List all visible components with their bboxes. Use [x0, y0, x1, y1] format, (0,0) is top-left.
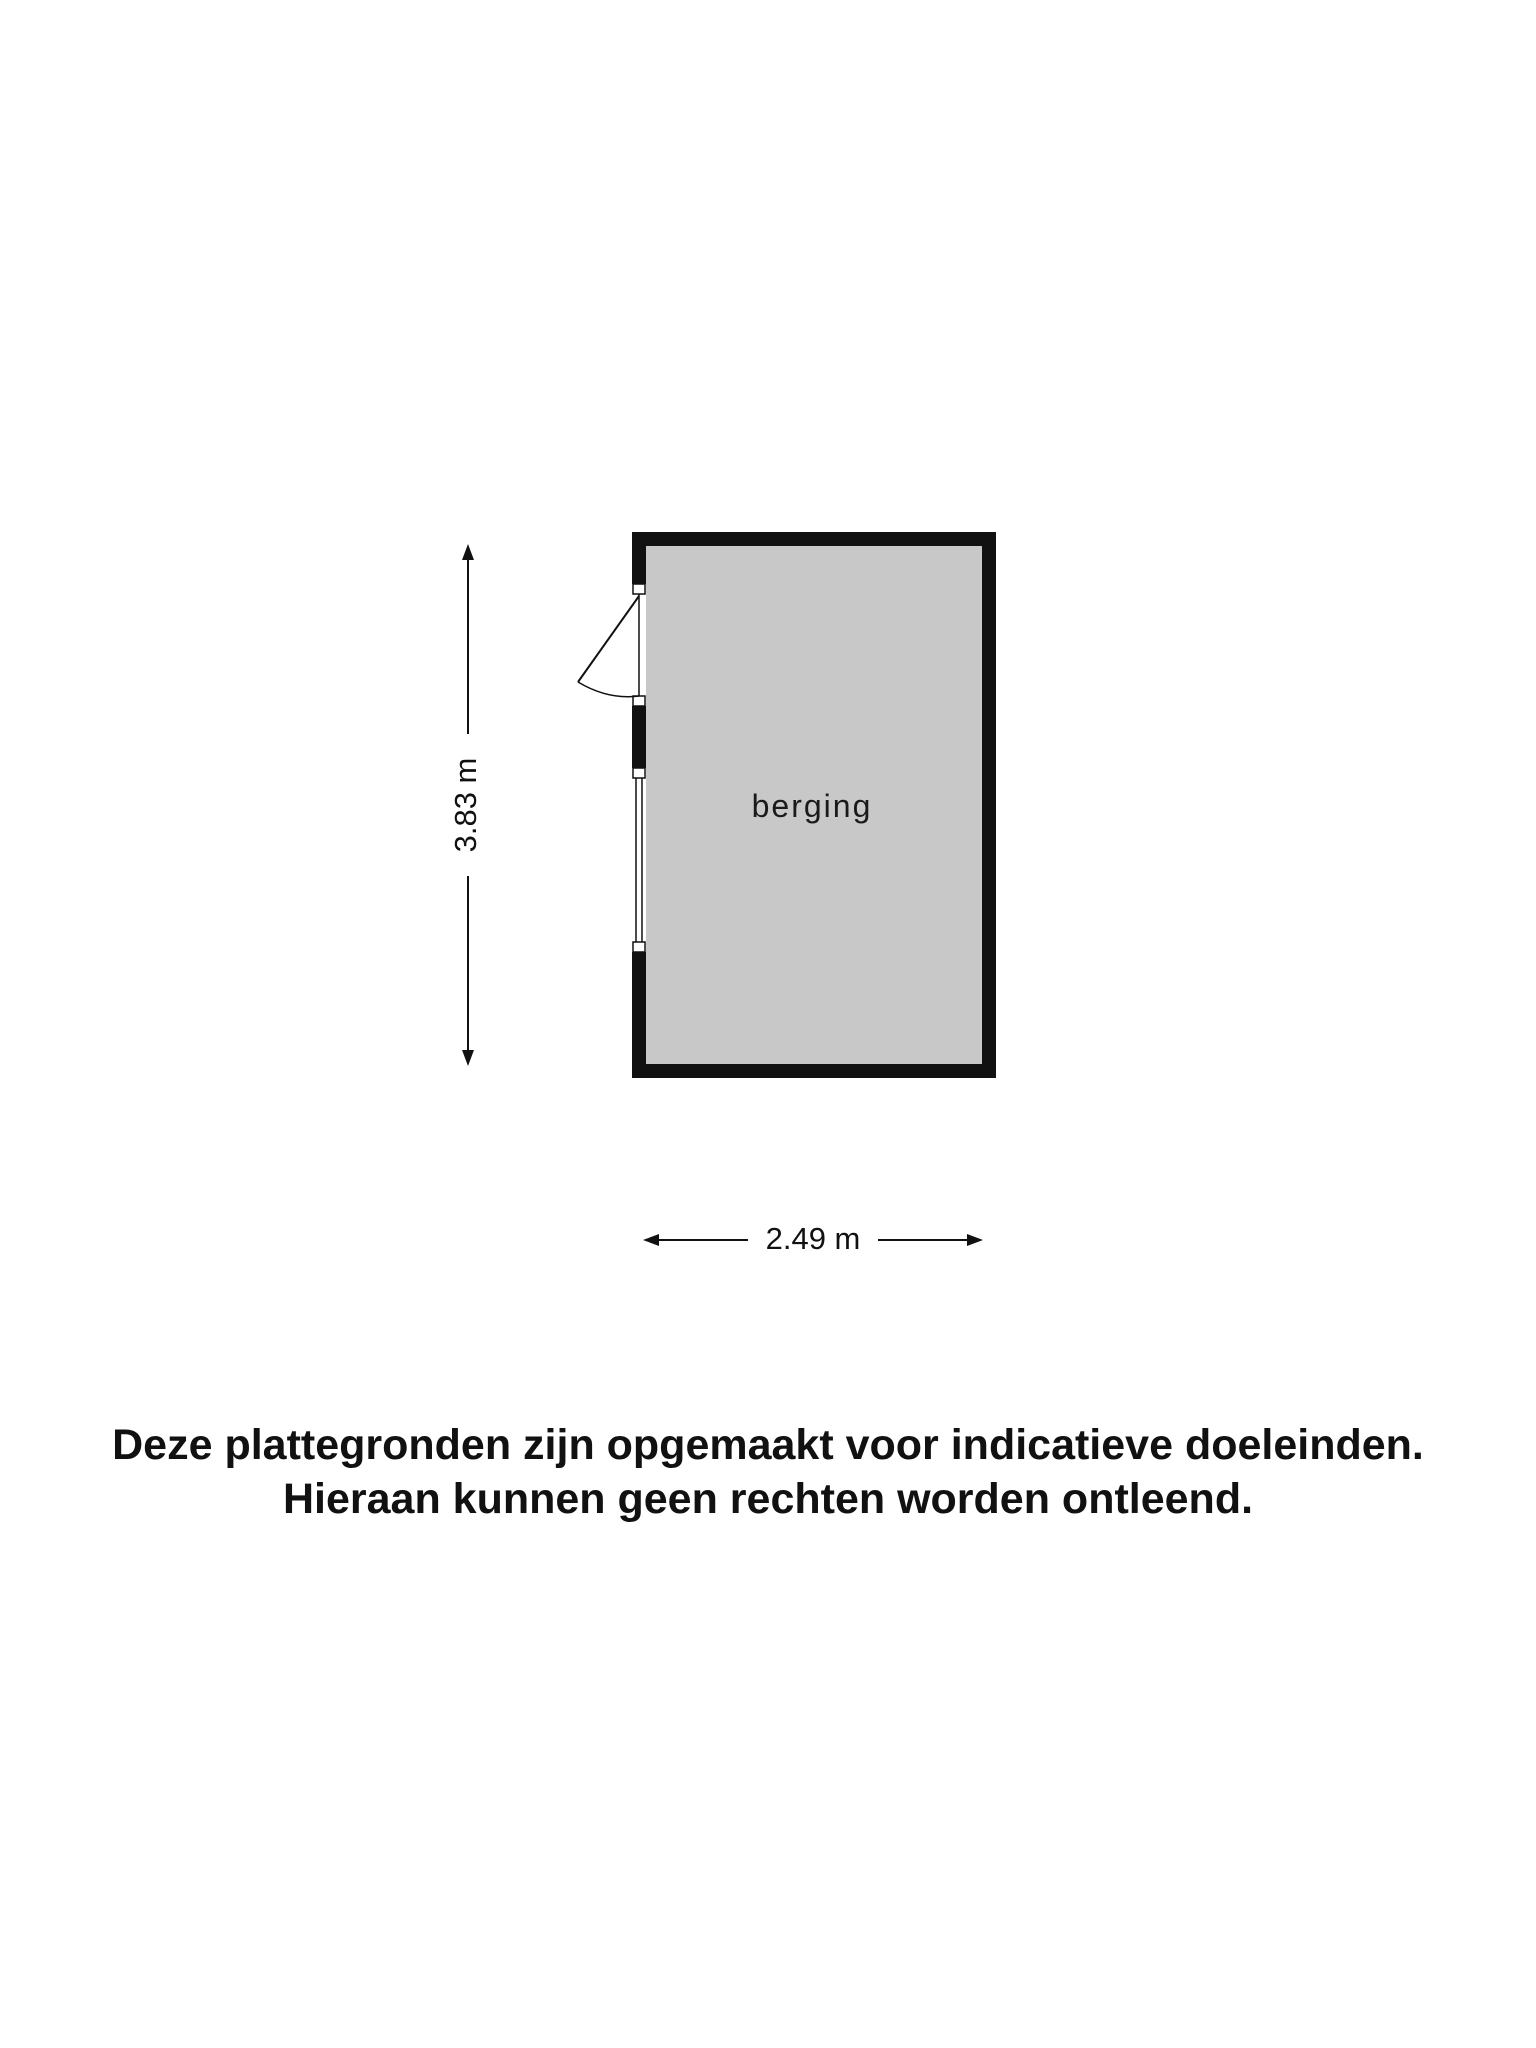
window-jamb-bottom	[633, 942, 645, 952]
width-dimension-label: 2.49 m	[765, 1221, 861, 1257]
door-jamb-bottom	[633, 696, 645, 706]
width-arrow-left	[643, 1234, 659, 1246]
window-jamb-top	[633, 768, 645, 778]
door-swing-arc	[578, 682, 639, 697]
width-dimension	[643, 1221, 983, 1256]
door-leaf	[578, 596, 639, 682]
window-opening	[632, 768, 646, 952]
height-arrow-top	[462, 544, 474, 560]
height-dimension-label: 3.83 m	[448, 757, 484, 853]
height-dimension	[448, 544, 483, 1066]
door-jamb-top	[633, 584, 645, 594]
room-label: berging	[751, 788, 873, 824]
disclaimer-line-2: Hieraan kunnen geen rechten worden ontleend.	[282, 1475, 1254, 1523]
width-arrow-right	[967, 1234, 983, 1246]
height-arrow-bottom	[462, 1050, 474, 1066]
disclaimer-line-1: Deze plattegronden zijn opgemaakt voor indicatieve doeleinden.	[112, 1421, 1424, 1469]
